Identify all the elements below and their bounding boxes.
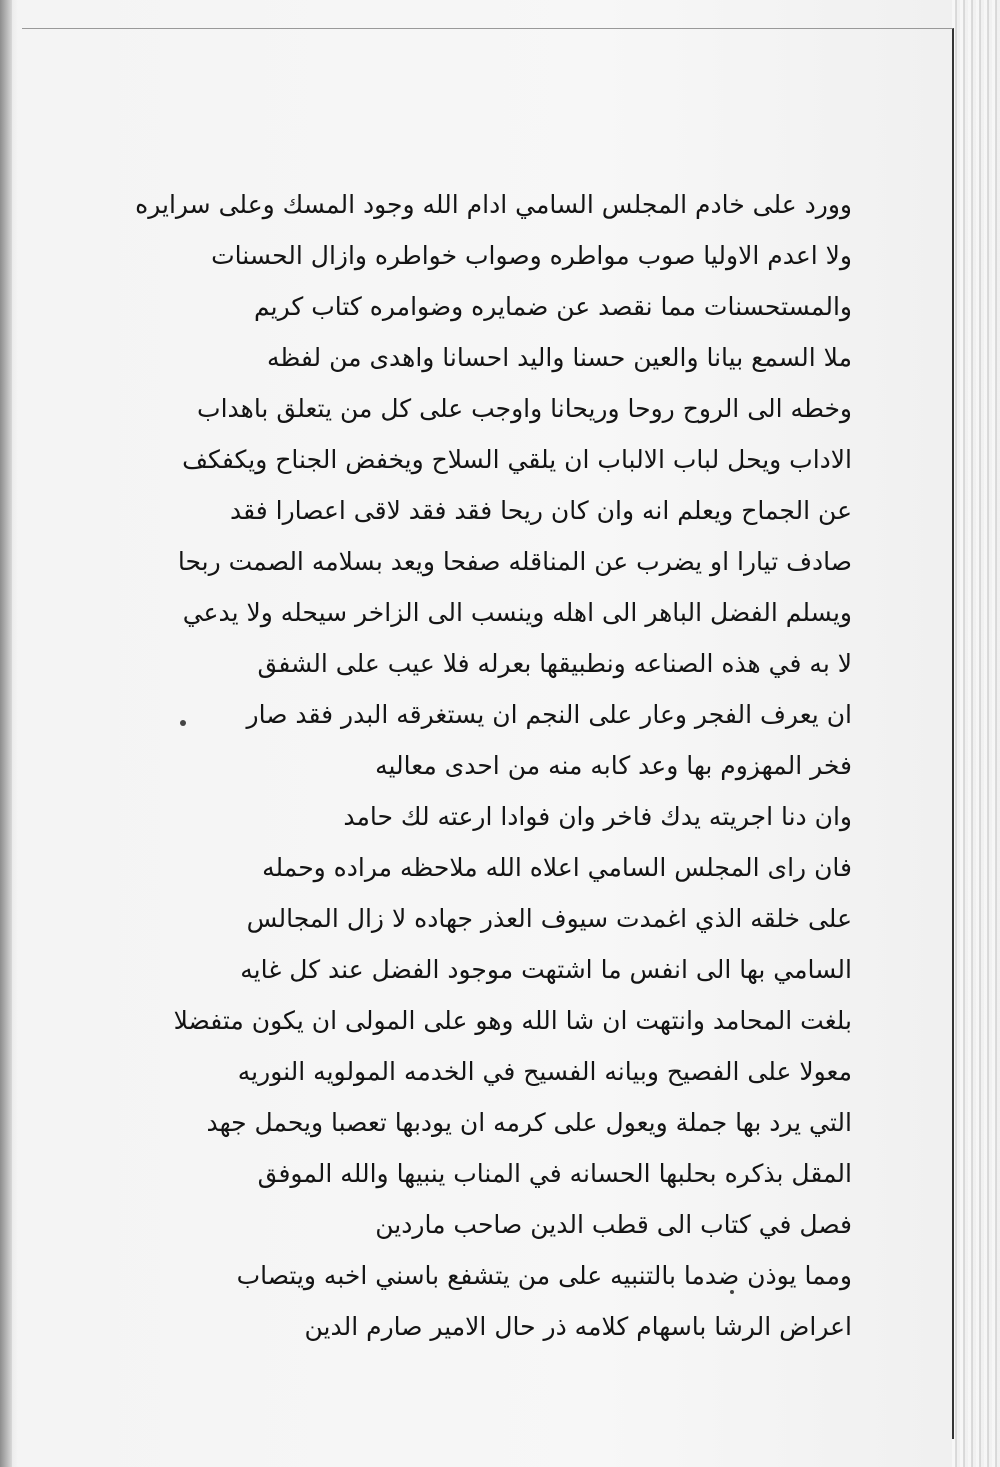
text-line-4: ملا السمع بيانا والعين حسنا واليد احسانا واهدى من لفظه: [266, 343, 852, 372]
ink-speck-1: [180, 720, 186, 726]
text-line-16: السامي بها الى انفس ما اشتهت موجود الفضل عند كل غايه: [240, 955, 852, 984]
text-line-14: فان راى المجلس السامي اعلاه الله ملاحظه مراده وحمله: [262, 853, 852, 882]
manuscript-folio: [22, 28, 954, 1439]
text-line-13: وان دنا اجريته يدك فاخر وان فوادا ارعته لك حامد: [343, 802, 852, 831]
section-heading-line: فصل في كتاب الى قطب الدين صاحب ماردين: [375, 1210, 852, 1239]
text-line-1: وورد على خادم المجلس السامي ادام الله وجود المسك وعلى سرايره: [135, 190, 852, 219]
text-line-17: بلغت المحامد وانتهت ان شا الله وهو على المولى ان يكون متفضلا: [173, 1006, 852, 1035]
text-line-18: معولا على الفصيح وبيانه الفسيح في الخدمه المولويه النوريه: [237, 1057, 852, 1086]
manuscript-text-block: [82, 179, 852, 1352]
text-line-15: على خلقه الذي اغمدت سيوف العذر جهاده لا زال المجالس: [246, 904, 852, 933]
stacked-page-edges: [952, 0, 1000, 1467]
text-line-3: والمستحسنات مما نقصد عن ضمايره وضوامره كتاب كريم: [254, 292, 852, 321]
text-line-7: عن الجماح ويعلم انه وان كان ريحا فقد فقد لاقى اعصارا فقد: [229, 496, 852, 525]
text-line-8: صادف تيارا او يضرب عن المناقله صفحا ويعد بسلامه الصمت ربحا: [177, 547, 852, 576]
text-line-23: اعراض الرشا باسهام كلامه ذر حال الامير صارم الدين: [304, 1312, 852, 1341]
text-line-11: ان يعرف الفجر وعار على النجم ان يستغرقه البدر فقد صار: [246, 700, 852, 729]
text-line-20: المقل بذكره بحلبها الحسانه في المناب ينبيها والله الموفق: [257, 1159, 852, 1188]
text-line-22: ومما يوذن ضدما بالتنبيه على من يتشفع باسني اخبه ويتصاب: [236, 1261, 852, 1290]
gutter-shadow: [0, 0, 12, 1467]
text-line-9: ويسلم الفضل الباهر الى اهله وينسب الى الزاخر سيحله ولا يدعي: [182, 598, 852, 627]
text-line-10: لا به في هذه الصناعه ونطبيقها بعرله فلا عيب على الشفق: [257, 649, 852, 678]
text-line-12: فخر المهزوم بها وعد كابه منه من احدى معاليه: [375, 751, 852, 780]
text-line-5: وخطه الى الروح روحا وريحانا واوجب على كل من يتعلق باهداب: [197, 394, 852, 423]
text-line-6: الاداب ويحل لباب الالباب ان يلقي السلاح ويخفض الجناح ويكفكف: [182, 445, 852, 474]
text-line-19: التي يرد بها جملة ويعول على كرمه ان يودبها تعصبا ويحمل جهد: [206, 1108, 852, 1137]
text-line-2: ولا اعدم الاوليا صوب مواطره وصواب خواطره وازال الحسنات: [211, 241, 852, 270]
ink-speck-2: [730, 1290, 734, 1294]
